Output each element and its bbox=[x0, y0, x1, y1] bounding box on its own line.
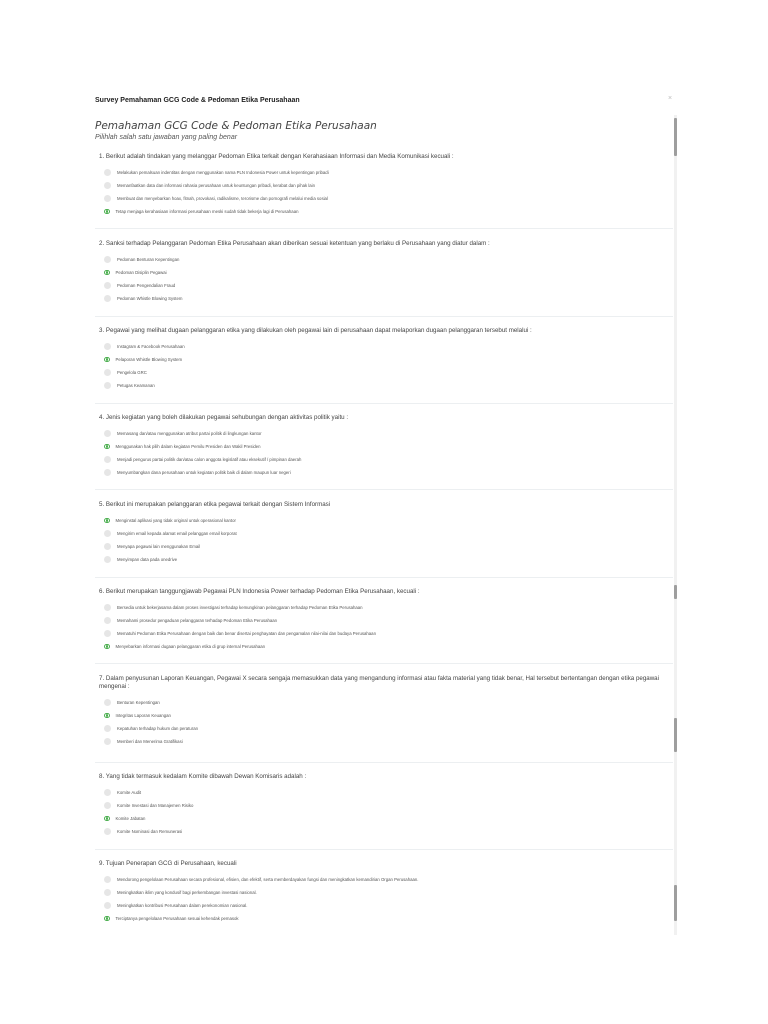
radio-empty-icon[interactable] bbox=[104, 738, 111, 745]
answer-option[interactable] bbox=[104, 466, 673, 479]
radio-empty-icon[interactable] bbox=[104, 530, 111, 537]
divider bbox=[95, 663, 673, 664]
answer-option[interactable] bbox=[104, 353, 673, 366]
radio-empty-icon[interactable] bbox=[104, 169, 111, 176]
answer-option[interactable] bbox=[104, 873, 673, 886]
divider bbox=[95, 849, 673, 850]
answer-option-label: Benturan Kepentingan bbox=[117, 700, 160, 705]
answer-option[interactable] bbox=[104, 735, 673, 748]
radio-empty-icon[interactable] bbox=[104, 699, 111, 706]
divider bbox=[95, 489, 673, 490]
answer-option[interactable] bbox=[104, 279, 673, 292]
radio-selected-icon[interactable] bbox=[104, 644, 110, 650]
answer-option[interactable] bbox=[104, 799, 673, 812]
radio-empty-icon[interactable] bbox=[104, 556, 111, 563]
question-card-6 bbox=[95, 588, 673, 653]
answer-option[interactable] bbox=[104, 640, 673, 653]
scrollbar-thumb-4[interactable] bbox=[674, 885, 677, 921]
radio-empty-icon[interactable] bbox=[104, 630, 111, 637]
answer-option-label: Terciptanya pengelolaan Perusahaan sesuai kehendak pemasok bbox=[115, 916, 239, 921]
question-card-9 bbox=[95, 860, 673, 925]
divider bbox=[95, 577, 673, 578]
radio-empty-icon[interactable] bbox=[104, 382, 111, 389]
answer-option[interactable] bbox=[104, 453, 673, 466]
question-text: 4. Jenis kegiatan yang boleh dilakukan pegawai sehubungan dengan aktivitas politik yaitu : bbox=[99, 414, 349, 421]
answer-option-label: Komite Investasi dan Manajemen Risiko bbox=[117, 803, 194, 808]
radio-empty-icon[interactable] bbox=[104, 725, 111, 732]
answer-option-label: Instagram & Facebook Perusahaan bbox=[117, 344, 185, 349]
answer-option-label: Komite Jabatan bbox=[115, 816, 146, 821]
radio-empty-icon[interactable] bbox=[104, 369, 111, 376]
question-text: 6. Berikut merupakan tanggungjawab Pegawai PLN Indonesia Power terhadap Pedoman Etika Perusahaan, kecuali : bbox=[99, 588, 420, 595]
answer-option-label: Pelaporan Whistle Blowing System bbox=[115, 357, 183, 362]
divider bbox=[95, 316, 673, 317]
radio-selected-icon[interactable] bbox=[104, 209, 110, 215]
divider bbox=[95, 762, 673, 763]
answer-option[interactable] bbox=[104, 614, 673, 627]
answer-option-label: Mengirim email kepada alamat email pelanggan email korporat bbox=[117, 531, 237, 536]
radio-selected-icon[interactable] bbox=[104, 518, 110, 524]
radio-selected-icon[interactable] bbox=[104, 444, 110, 450]
answer-option[interactable] bbox=[104, 722, 673, 735]
radio-selected-icon[interactable] bbox=[104, 357, 110, 363]
answer-option-label: Menjadi pengurus partai politik dan/atau calon anggota legislatif atau eksekutif / pimpinan daerah bbox=[117, 457, 302, 462]
answer-option[interactable] bbox=[104, 786, 673, 799]
answer-option[interactable] bbox=[104, 266, 673, 279]
answer-option-label: Kepatuhan terhadap hukum dan peraturan bbox=[117, 726, 198, 731]
form-title: Pemahaman GCG Code & Pedoman Etika Perusahaan bbox=[95, 120, 377, 132]
answer-option-label: Pedoman Whistle Blowing System bbox=[117, 296, 183, 301]
answer-option[interactable] bbox=[104, 192, 673, 205]
answer-option[interactable] bbox=[104, 379, 673, 392]
form-header bbox=[95, 120, 675, 141]
close-icon[interactable]: × bbox=[668, 95, 673, 102]
answer-option[interactable] bbox=[104, 912, 673, 925]
answer-option-label: Memasang dan/atau menggunakan atribut partai politik di lingkungan kantor bbox=[117, 431, 262, 436]
answer-option-label: Memberi dan Menerima Gratifikasi bbox=[117, 739, 183, 744]
window-title: Survey Pemahaman GCG Code & Pedoman Etika Perusahaan bbox=[95, 97, 300, 104]
answer-option-label: Menginstal aplikasi yang tidak original untuk operasional kantor bbox=[115, 518, 236, 523]
answer-option-label: Komite Audit bbox=[117, 790, 142, 795]
answer-option[interactable] bbox=[104, 366, 673, 379]
answer-option-label: Mendorong pengelolaan Perusahaan secara profesional, efisien, dan efektif, serta memberdayakan fungsi dan meningkatkan kemandirian Organ Perusahaan. bbox=[117, 877, 419, 882]
question-card-2 bbox=[95, 240, 673, 305]
question-text: 1. Berikut adalah tindakan yang melanggar Pedoman Etika terkait dengan Kerahasiaan Informasi dan Media Komunikasi kecuali : bbox=[99, 153, 454, 160]
answer-option-label: Komite Nominasi dan Remunerasi bbox=[117, 829, 183, 834]
answer-option-label: Membuat dan menyebarkan hoax, fitnah, provokasi, radikalisme, terorisme dan pornografi melalui media sosial bbox=[117, 196, 328, 201]
radio-empty-icon[interactable] bbox=[104, 802, 111, 809]
answer-option[interactable] bbox=[104, 825, 673, 838]
answer-option-label: Meningkatkan iklim yang kondusif bagi perkembangan investasi nasional. bbox=[117, 890, 257, 895]
answer-option-label: Pedoman Benturan Kepentingan bbox=[117, 257, 180, 262]
radio-empty-icon[interactable] bbox=[104, 617, 111, 624]
scrollbar-thumb-3[interactable] bbox=[674, 718, 677, 752]
radio-empty-icon[interactable] bbox=[104, 195, 111, 202]
radio-selected-icon[interactable] bbox=[104, 270, 110, 276]
radio-empty-icon[interactable] bbox=[104, 604, 111, 611]
answer-option[interactable] bbox=[104, 440, 673, 453]
answer-option-label: Menyapa pegawai lain menggunakan Email bbox=[117, 544, 201, 549]
answer-option-label: Pedoman Disiplin Pegawai bbox=[115, 270, 167, 275]
answer-option-label: Melakukan pemalsuan indentitas dengan menggunakan nama PLN Indonesia Power untuk kepentingan pribadi bbox=[117, 170, 329, 175]
answer-option-label: Bersedia untuk bekerjasama dalam proses investigasi terhadap kemungkinan pelanggaran terhadap Pedoman Etika Perusahaan bbox=[117, 605, 363, 610]
answer-option-label: Memahami prosedur pengaduan pelanggaran terhadap Pedoman Etika Perusahaan bbox=[117, 618, 278, 623]
radio-empty-icon[interactable] bbox=[104, 889, 111, 896]
answer-option-label: Menyimpan data pada onedrive bbox=[117, 557, 178, 562]
scrollbar-track[interactable] bbox=[674, 115, 677, 935]
answer-option[interactable] bbox=[104, 696, 673, 709]
radio-empty-icon[interactable] bbox=[104, 789, 111, 796]
answer-option-label: Menyebarkan informasi dugaan pelanggaran etika di grup internal Perusahaan bbox=[115, 644, 266, 649]
question-text: 3. Pegawai yang melihat dugaan pelanggaran etika yang dilakukan oleh pegawai lain di perusahaan dapat melaporkan dugaan pelanggaran tersebut melalui : bbox=[99, 327, 532, 334]
answer-option[interactable] bbox=[104, 292, 673, 305]
question-card-1 bbox=[95, 153, 673, 218]
answer-option-label: Pengelola GRC bbox=[117, 370, 147, 375]
question-card-3 bbox=[95, 327, 673, 392]
answer-option[interactable] bbox=[104, 427, 673, 440]
divider bbox=[95, 228, 673, 229]
radio-empty-icon[interactable] bbox=[104, 828, 111, 835]
answer-option-label: Pedoman Pengendalian Fraud bbox=[117, 283, 176, 288]
answer-option[interactable] bbox=[104, 899, 673, 912]
divider bbox=[95, 403, 673, 404]
answer-option[interactable] bbox=[104, 627, 673, 640]
answer-option-label: Menggunakan hak pilih dalam kegiatan Pemilu Presiden dan Wakil Presiden bbox=[115, 444, 261, 449]
question-card-4 bbox=[95, 414, 673, 479]
answer-option[interactable] bbox=[104, 709, 673, 722]
radio-empty-icon[interactable] bbox=[104, 543, 111, 550]
scrollbar-thumb-1[interactable] bbox=[674, 118, 677, 156]
radio-empty-icon[interactable] bbox=[104, 282, 111, 289]
answer-option-label: Mematuhi Pedoman Etika Perusahaan dengan baik dan benar disertai penghayatan dan pengamalan nilai-nilai dan budaya Perusahaan bbox=[117, 631, 376, 636]
answer-option-label: Integritas Laporan Keuangan bbox=[115, 713, 171, 718]
answer-option[interactable] bbox=[104, 527, 673, 540]
radio-selected-icon[interactable] bbox=[104, 916, 110, 922]
radio-empty-icon[interactable] bbox=[104, 456, 111, 463]
radio-empty-icon[interactable] bbox=[104, 343, 111, 350]
radio-empty-icon[interactable] bbox=[104, 469, 111, 476]
radio-selected-icon[interactable] bbox=[104, 816, 110, 822]
question-card-8 bbox=[95, 773, 673, 838]
radio-empty-icon[interactable] bbox=[104, 295, 111, 302]
answer-option[interactable] bbox=[104, 812, 673, 825]
form-subtitle: Pilihlah salah satu jawaban yang paling benar bbox=[95, 134, 238, 141]
question-text: 9. Tujuan Penerapan GCG di Perusahaan, kecuali bbox=[99, 860, 237, 867]
answer-option-label: Menyumbangkan dana perusahaan untuk kegiatan politik baik di dalam maupun luar negeri bbox=[117, 470, 291, 475]
answer-option[interactable] bbox=[104, 205, 673, 218]
scrollbar-thumb-2[interactable] bbox=[674, 585, 677, 599]
answer-option-label: Meningkatkan kontribusi Perusahaan dalam perekonomian nasional. bbox=[117, 903, 248, 908]
answer-option-label: Petugas Keamanan bbox=[117, 383, 155, 388]
answer-option[interactable] bbox=[104, 253, 673, 266]
answer-option[interactable] bbox=[104, 340, 673, 353]
radio-empty-icon[interactable] bbox=[104, 902, 111, 909]
answer-option[interactable] bbox=[104, 601, 673, 614]
answer-option[interactable] bbox=[104, 886, 673, 899]
answer-option-label: Tetap menjaga kerahasiaan informasi perusahaan meski sudah tidak bekerja lagi di Perusahaan bbox=[115, 209, 299, 214]
radio-empty-icon[interactable] bbox=[104, 430, 111, 437]
radio-selected-icon[interactable] bbox=[104, 713, 110, 719]
answer-option[interactable] bbox=[104, 166, 673, 179]
answer-option[interactable] bbox=[104, 540, 673, 553]
radio-empty-icon[interactable] bbox=[104, 876, 111, 883]
answer-option[interactable] bbox=[104, 179, 673, 192]
radio-empty-icon[interactable] bbox=[104, 182, 111, 189]
question-text: 5. Berikut ini merupakan pelanggaran etika pegawai terkait dengan Sistem Informasi bbox=[99, 501, 331, 508]
radio-empty-icon[interactable] bbox=[104, 256, 111, 263]
question-text: 7. Dalam penyusunan Laporan Keuangan, Pegawai X secara sengaja memasukkan data yang mengandung informasi atau fakta material yang tidak benar, Hal tersebut bertentangan dengan etika pegawai mengenai : bbox=[99, 675, 659, 690]
answer-option[interactable] bbox=[104, 514, 673, 527]
answer-option-label: Memanfaatkan data dan informasi rahasia perusahaan untuk keuntungan pribadi, kerabat dan pihak lain bbox=[117, 183, 316, 188]
answer-option[interactable] bbox=[104, 553, 673, 566]
question-card-7 bbox=[95, 675, 673, 748]
question-card-5 bbox=[95, 501, 673, 566]
question-text: 2. Sanksi terhadap Pelanggaran Pedoman Etika Perusahaan akan diberikan sesuai ketentuan yang berlaku di Perusahaan yang diatur dalam : bbox=[99, 240, 490, 247]
question-text: 8. Yang tidak termasuk kedalam Komite dibawah Dewan Komisaris adalah : bbox=[99, 773, 307, 780]
